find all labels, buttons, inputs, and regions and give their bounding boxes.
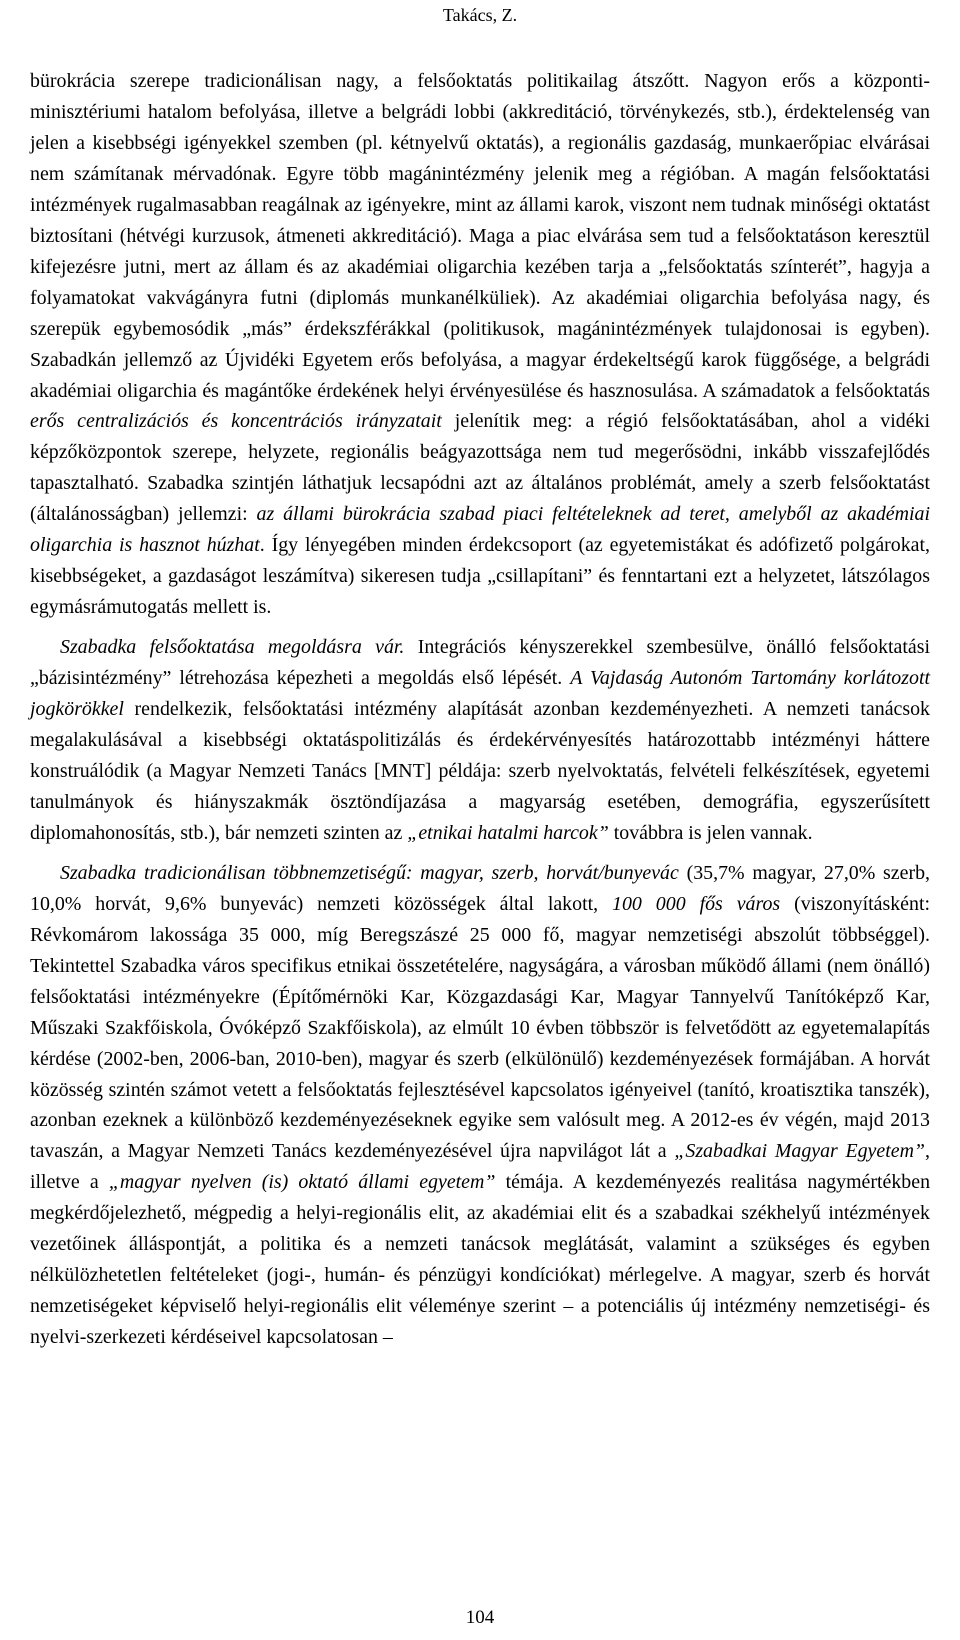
text-run: (viszonyításként: Révkomárom lakossága 35 000, míg Beregszászé 25 000 fő, magyar nemzetiségi abszolút többséggel). Tekintettel Szabadka város specifikus etnikai összetételére, nagyságára, a városban működő állami (nem önálló) felsőoktatási intézményekre (Építőmérnöki Kar, Közgazdasági Kar, Magyar Tannyelvű Tanítóképző Kar, Műszaki Szakfőiskola, Óvóképző Szakfőiskola), az elmúlt 10 évben többször is felvetődött az egyetemalapítás kérdése (2002-ben, 2006-ban, 2010-ben), magyar és szerb (elkülönülő) kezdeményezések formájában. A horvát közösség szintén számot vetett a felsőoktatás fejlesztésével kapcsolatos igényeivel (tanító, kroatisztika tanszék), azonban ezeknek a különböző kezdeményezéseknek egyike sem valósult meg. A 2012-es év végén, majd 2013 tavaszán, a Magyar Nemzeti Tanács kezdeményezésével újra napvilágot lát a — [30, 892, 930, 1163]
italic-text: 100 000 fős város — [612, 892, 781, 915]
italic-text: erős centralizációs és koncentrációs irányzatait — [30, 410, 442, 433]
text-run: jelenítik meg: a régió felsőoktatásában, ahol a vidéki képzőközpontok szerepe, helyzete, regionális beágyazottsága nem tud megerősödni, inkább visszafejlődés tapasztalható. Szabadka szintjén láthatjuk lecsapódni azt az általános problémát, amely a szerb felsőoktatást (általánosságban) jellemzi: — [30, 410, 930, 526]
italic-text: Szabadka tradicionálisan többnemzetiségű: magyar, szerb, horvát/bunyevác — [60, 861, 679, 884]
page-number: 104 — [465, 1607, 495, 1628]
text-run: Integrációs kényszerekkel szembesülve, önálló felsőoktatási „bázisintézmény” létrehozása képezheti a megoldás első lépését. — [30, 636, 930, 690]
italic-text: „etnikai hatalmi harcok” — [407, 821, 609, 844]
paragraph — [30, 632, 930, 849]
running-head: Takács, Z. — [442, 5, 518, 25]
italic-text: „Szabadkai Magyar Egyetem” — [674, 1140, 925, 1163]
text-run: . Így lényegében minden érdekcsoport (az egyetemistákat és adófizető polgárokat, kisebbségeket, a gazdaságot leszámítva) sikeresen tudja „csillapítani” és fenntartani ezt a helyzetet, látszólagos egymásrámutogatás mellett is. — [30, 534, 930, 619]
text-run: rendelkezik, felsőoktatási intézmény alapítását azonban kezdeményezheti. A nemzeti tanácsok megalakulásával a kisebbségi oktatáspolitizálás és érdekérvényesítés határozottabb intézményi háttere konstruálódik (a Magyar Nemzeti Tanács [MNT] példája: szerb nyelvoktatás, felvételi felkészítések, egyetemi tanulmányok és hiányszakmák ösztöndíjazása a magyarság esetében, demográfia, egyszerűsített diplomahonosítás, stb.), bár nemzeti szinten az — [30, 698, 930, 844]
paragraph — [30, 66, 930, 623]
text-run: bürokrácia szerepe tradicionálisan nagy, a felsőoktatás politikailag átszőtt. Nagyon erős a központi-minisztériumi hatalom befolyása, illetve a belgrádi lobbi (akkreditáció, törvénykezés, stb.), érdektelenség van jelen a kisebbségi igényekkel szemben (pl. kétnyelvű oktatás), a regionális gazdaság, munkaerőpiac elvárásai nem számítanak mérvadónak. Egyre több magánintézmény jelenik meg a régióban. A magán felsőoktatási intézmények rugalmasabban reagálnak az igényekre, mint az állami karok, viszont nem tudnak minőségi oktatást biztosítani (hétvégi kurzusok, átmeneti akkreditáció). Maga a piac elvárása sem tud a felsőoktatáson keresztül kifejezésre jutni, mert az állam és az akadémiai oligarchia kezében tarja a „felsőoktatás színterét”, hagyja a folyamatokat vakvágányra futni (diplomás munkanélküliek). Az akadémiai oligarchia befolyása nagy, és szerepük egybemosódik „más” érdekszférákkal (politikusok, magánintézmények tulajdonosai is egyben). Szabadkán jellemző az Újvidéki Egyetem erős befolyása, a magyar érdekeltségű karok függősége, a belgrádi akadémiai oligarchia és magántőke érdekének helyi érvényesülése és hasznosulása. A számadatok a felsőoktatás — [30, 70, 930, 402]
italic-text: „magyar nyelven (is) oktató állami egyetem” — [108, 1171, 496, 1194]
text-run: továbbra is jelen vannak. — [608, 821, 813, 844]
text-run: , illetve a — [30, 1140, 930, 1194]
text-run: (35,7% magyar, 27,0% szerb, 10,0% horvát, 9,6% bunyevác) nemzeti közösségek által lakott, — [30, 861, 930, 915]
text-run: témája. A kezdeményezés realitása nagymértékben megkérdőjelezhető, mégpedig a helyi-regionális elit, az akadémiai elit és a szabadkai székhelyű intézmények vezetőinek álláspontját, a politika és a nemzeti tanácsok meglátását, valamint a szükséges és egyben nélkülözhetetlen feltételeket (jogi-, humán- és pénzügyi kondíciókat) mérlegelve. A magyar, szerb és horvát nemzetiségeket képviselő helyi-regionális elit véleménye szerint – a potenciális új intézmény nemzetiségi- és nyelvi-szerkezeti kérdéseivel kapcsolatosan – — [30, 1171, 931, 1349]
italic-text: A Vajdaság Autonóm Tartomány korlátozott jogkörökkel — [30, 667, 930, 721]
italic-text: Szabadka felsőoktatása megoldásra vár. — [60, 636, 405, 659]
italic-text: az állami bürokrácia szabad piaci feltételeknek ad teret, amelyből az akadémiai oligarchia is hasznot húzhat — [30, 503, 930, 557]
body-text — [30, 66, 930, 1353]
paragraph — [30, 858, 930, 1353]
